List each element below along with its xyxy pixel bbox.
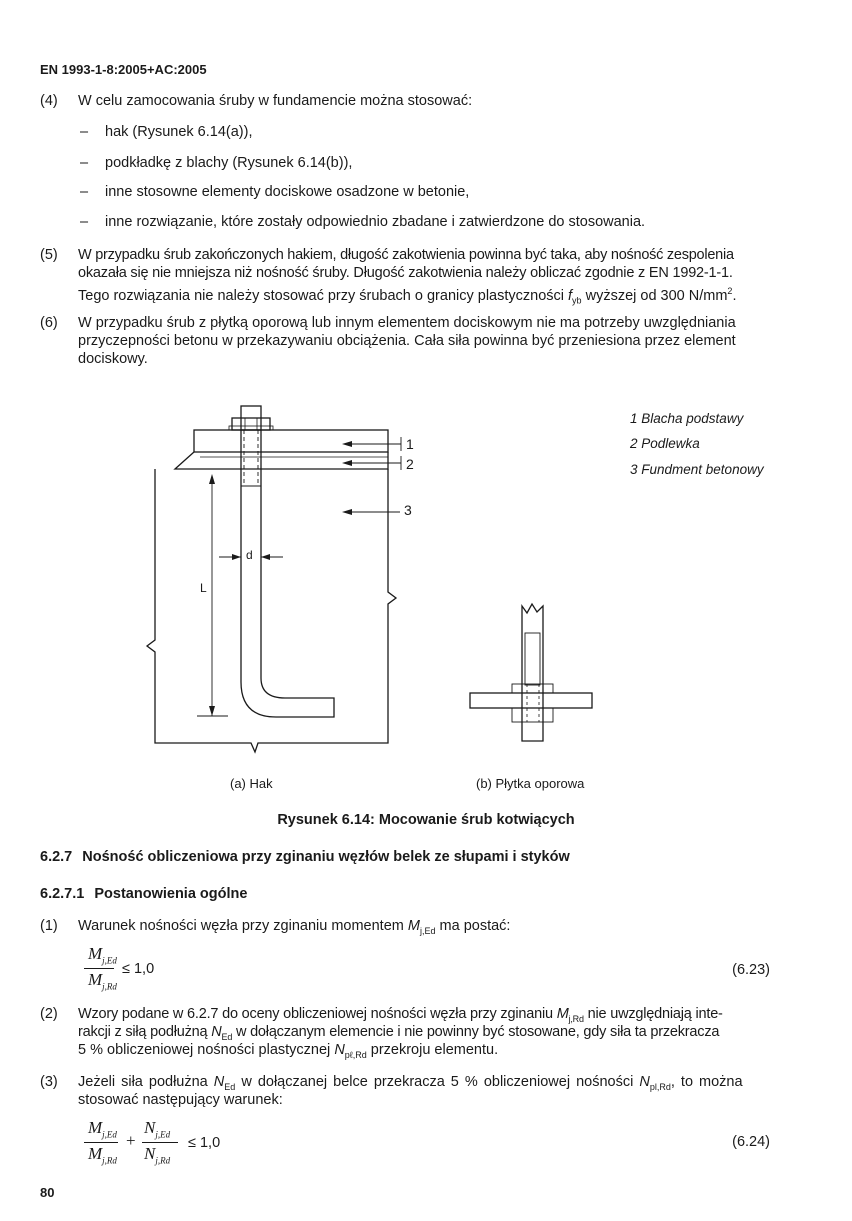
list-item-text: podkładkę z blachy (Rysunek 6.14(b)), xyxy=(105,155,353,171)
callout-1: 1 xyxy=(406,436,414,452)
section-heading xyxy=(40,849,570,865)
paragraph-line: dociskowy. xyxy=(78,351,148,367)
document-header: EN 1993-1-8:2005+AC:2005 xyxy=(40,62,207,77)
numerator-2: $N_{j,Ed}$ xyxy=(144,1118,171,1140)
paragraph-line: Jeżeli siła podłużna $N_{Ed}$ w dołączanej belce przekracza 5 % obliczeniowej nośności $N_{pl,Rd}$, to można xyxy=(78,1074,743,1092)
caption-b: (b) Płytka oporowa xyxy=(476,776,585,791)
paragraph-line: W przypadku śrub zakończonych hakiem, długość zakotwienia powinna być taka, aby nośność zespolenia xyxy=(78,247,734,263)
subsection-title: Postanowienia ogólne xyxy=(94,886,248,902)
callout-2: 2 xyxy=(406,456,414,472)
relation: ≤ 1,0 xyxy=(122,961,155,977)
list-item-text: inne stosowne elementy dociskowe osadzone w betonie, xyxy=(105,184,470,200)
section-title: Nośność obliczeniowa przy zginaniu węzłów belek ze słupami i styków xyxy=(82,849,570,865)
paragraph-number: (3) xyxy=(40,1074,58,1090)
plus-sign: + xyxy=(126,1131,136,1150)
list-dash: – xyxy=(80,155,89,171)
legend-item: 2 Podlewka xyxy=(630,436,700,451)
legend-item: 1 Blacha podstawy xyxy=(630,411,744,426)
list-dash: – xyxy=(80,184,89,200)
paragraph-number: (5) xyxy=(40,247,58,263)
page-number: 80 xyxy=(40,1185,55,1200)
paragraph-number: (6) xyxy=(40,315,58,331)
numerator: $M_{j,Ed}$ xyxy=(88,944,117,966)
callout-3: 3 xyxy=(404,502,412,518)
anchor-plate xyxy=(470,693,592,708)
paragraph-line: stosować następujący warunek: xyxy=(78,1092,283,1108)
paragraph-line: okazała się nie mniejsza niż nośność śruby. Długość zakotwienia należy obliczać zgodnie z EN 1992-1-1. xyxy=(78,265,733,281)
list-dash: – xyxy=(80,214,89,230)
numerator-1: $M_{j,Ed}$ xyxy=(88,1118,117,1140)
equation-label: (6.24) xyxy=(732,1134,770,1150)
legend-item: 3 Fundment betonowy xyxy=(630,462,764,477)
paragraph-line: 5 % obliczeniowej nośności plastycznej $N_{p\ell,Rd}$ przekroju elementu. xyxy=(78,1042,499,1060)
list-item-text: inne rozwiązanie, które zostały odpowiednio zbadane i zatwierdzone do stosowania. xyxy=(105,214,646,230)
paragraph-line: rakcji z siłą podłużną $N_{Ed}$ w dołączanym elemencie i nie powinny być stosowane, gdy siła ta przekracza xyxy=(78,1024,720,1042)
paragraph-line: Wzory podane w 6.2.7 do oceny obliczeniowej nośności węzła przy zginaniu $M_{j,Rd}$ nie uwzględniają inte- xyxy=(78,1006,723,1024)
denominator: $M_{j,Rd}$ xyxy=(88,970,117,992)
subsection-number: 6.2.7.1 xyxy=(40,886,85,902)
dimension-d-label: d xyxy=(246,548,253,562)
denominator-1: $M_{j,Rd}$ xyxy=(88,1144,117,1166)
equation-label: (6.23) xyxy=(732,962,770,978)
bolt-shank-hook xyxy=(241,430,334,717)
paragraph-line: przyczepności betonu w przekazywaniu obciążenia. Cała siła powinna być przeniesiona przez element xyxy=(78,333,736,349)
paragraph-text: W celu zamocowania śruby w fundamencie można stosować: xyxy=(78,93,473,109)
denominator-2: $N_{j,Rd}$ xyxy=(144,1144,171,1166)
nut xyxy=(232,418,270,430)
grout-layer xyxy=(175,452,388,469)
paragraph-line: Tego rozwiązania nie należy stosować przy śrubach o granicy plastyczności $f_{yb}$ wyższej od 300 $N/mm^2$. xyxy=(78,286,737,306)
concrete-foundation xyxy=(147,469,396,752)
subsection-heading xyxy=(40,886,247,902)
relation: ≤ 1,0 xyxy=(188,1135,221,1151)
section-number: 6.2.7 xyxy=(40,849,73,865)
list-dash: – xyxy=(80,124,89,140)
paragraph-number: (1) xyxy=(40,918,58,934)
lower-nut xyxy=(512,708,553,722)
list-item-text: hak (Rysunek 6.14(a)), xyxy=(105,124,253,140)
figure-title: Rysunek 6.14: Mocowanie śrub kotwiących xyxy=(277,812,575,828)
paragraph-number: (2) xyxy=(40,1006,58,1022)
paragraph-number: (4) xyxy=(40,93,58,109)
paragraph-text: Warunek nośności węzła przy zginaniu momentem $M_{j,Ed}$ ma postać: xyxy=(78,918,511,936)
base-plate xyxy=(194,430,388,452)
caption-a: (a) Hak xyxy=(230,776,273,791)
paragraph-line: W przypadku śrub z płytką oporową lub innym elementem dociskowym nie ma potrzeby uwzględniania xyxy=(78,315,736,331)
dimension-L-label: L xyxy=(200,581,207,595)
